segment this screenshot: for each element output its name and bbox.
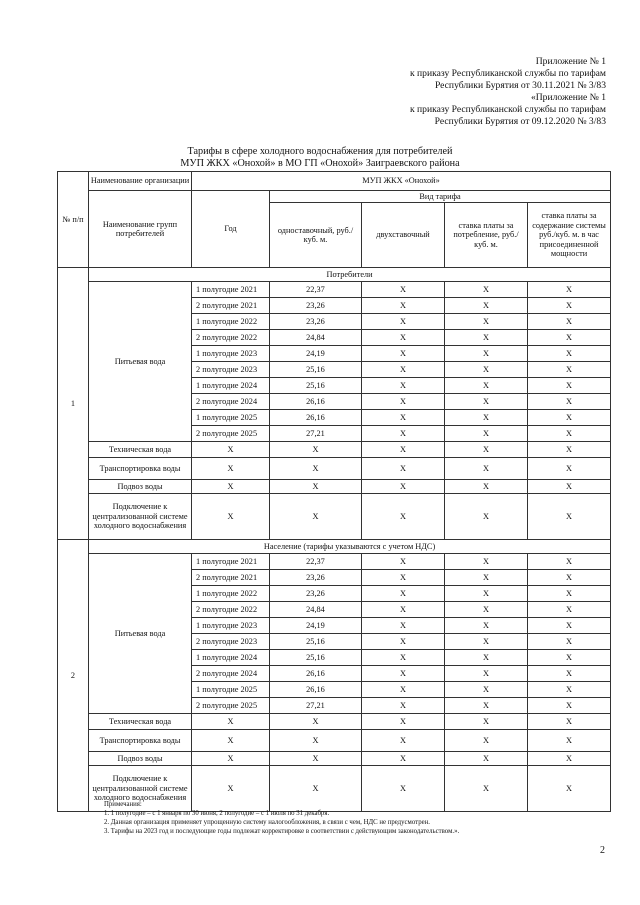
period-cell: 2 полугодие 2023 [192,634,270,650]
maintenance-rate-cell: X [528,298,611,314]
header-org-value: МУП ЖКХ «Онохой» [192,172,611,191]
two-rate-cell: X [362,426,445,442]
period-cell: X [192,494,270,540]
consumption-rate-cell: X [445,666,528,682]
maintenance-rate-cell: X [528,362,611,378]
header-line: Республики Бурятия от 09.12.2020 № 3/83 [434,116,606,127]
two-rate-cell: X [362,394,445,410]
header-year: Год [192,191,270,268]
table-row [58,730,611,752]
group-name: Подключение к централизованной системе холодного водоснабжения [89,494,192,540]
period-cell: 1 полугодие 2023 [192,346,270,362]
table-row [58,494,611,540]
header-maintenance-rate: ставка платы за содержание системы руб./куб. м. в час присоединенной мощности [528,203,611,268]
single-rate-cell: 22,37 [270,554,362,570]
two-rate-cell: X [362,602,445,618]
single-rate-cell: X [270,494,362,540]
consumption-rate-cell: X [445,494,528,540]
document-title [0,146,640,170]
maintenance-rate-cell: X [528,682,611,698]
header-num: № п/п [58,172,89,268]
period-cell: 2 полугодие 2025 [192,698,270,714]
single-rate-cell: 25,16 [270,362,362,378]
two-rate-cell: X [362,570,445,586]
single-rate-cell: 26,16 [270,410,362,426]
consumption-rate-cell: X [445,766,528,812]
consumption-rate-cell: X [445,426,528,442]
maintenance-rate-cell: X [528,458,611,480]
consumption-rate-cell: X [445,618,528,634]
maintenance-rate-cell: X [528,752,611,766]
group-name: Подключение к централизованной системе холодного водоснабжения [89,766,192,812]
header-line: «Приложение № 1 [530,92,606,103]
period-cell: 2 полугодие 2021 [192,298,270,314]
consumption-rate-cell: X [445,682,528,698]
consumption-rate-cell: X [445,410,528,426]
two-rate-cell: X [362,766,445,812]
single-rate-cell: X [270,458,362,480]
header-row [58,191,611,203]
header-tariff-kind: Вид тарифа [270,191,611,203]
section-title-row [58,540,611,554]
two-rate-cell: X [362,362,445,378]
two-rate-cell: X [362,410,445,426]
period-cell: 1 полугодие 2025 [192,410,270,426]
single-rate-cell: 25,16 [270,650,362,666]
two-rate-cell: X [362,666,445,682]
maintenance-rate-cell: X [528,394,611,410]
consumption-rate-cell: X [445,458,528,480]
maintenance-rate-cell: X [528,634,611,650]
maintenance-rate-cell: X [528,330,611,346]
consumption-rate-cell: X [445,634,528,650]
header-org-label: Наименование организации [89,172,192,191]
consumption-rate-cell: X [445,554,528,570]
maintenance-rate-cell: X [528,714,611,730]
maintenance-rate-cell: X [528,570,611,586]
single-rate-cell: X [270,714,362,730]
table-row [58,752,611,766]
consumption-rate-cell: X [445,314,528,330]
two-rate-cell: X [362,378,445,394]
group-name: Транспортировка воды [89,458,192,480]
two-rate-cell: X [362,650,445,666]
section-title: Население (тарифы указываются с учетом НДС) [89,540,611,554]
table-row [58,458,611,480]
header-line: к приказу Республиканской службы по тарифам [409,68,606,79]
note-item: 3. Тарифы на 2023 год и последующие годы подлежат корректировке в соответствии с действующим законодательством.». [104,828,460,835]
maintenance-rate-cell: X [528,650,611,666]
maintenance-rate-cell: X [528,602,611,618]
maintenance-rate-cell: X [528,586,611,602]
single-rate-cell: X [270,442,362,458]
group-name: Техническая вода [89,714,192,730]
consumption-rate-cell: X [445,298,528,314]
single-rate-cell: 25,16 [270,378,362,394]
two-rate-cell: X [362,346,445,362]
single-rate-cell: 25,16 [270,634,362,650]
single-rate-cell: 24,84 [270,330,362,346]
consumption-rate-cell: X [445,282,528,298]
title-line-2: МУП ЖКХ «Онохой» в МО ГП «Онохой» Заиграевского района [180,158,460,169]
table-row [58,282,611,298]
section-title: Потребители [89,268,611,282]
period-cell: 2 полугодие 2021 [192,570,270,586]
two-rate-cell: X [362,480,445,494]
tariff-table [57,171,611,812]
maintenance-rate-cell: X [528,698,611,714]
header-two-rate: двухставочный [362,203,445,268]
two-rate-cell: X [362,442,445,458]
two-rate-cell: X [362,730,445,752]
period-cell: X [192,458,270,480]
period-cell: X [192,730,270,752]
notes [104,800,459,836]
consumption-rate-cell: X [445,752,528,766]
note-item: 2. Данная организация применяет упрощенную систему налогообложения, в связи с чем, НДС не предусмотрен. [104,819,430,826]
two-rate-cell: X [362,314,445,330]
maintenance-rate-cell: X [528,314,611,330]
maintenance-rate-cell: X [528,426,611,442]
table-row [58,554,611,570]
period-cell: X [192,766,270,812]
period-cell: 1 полугодие 2021 [192,554,270,570]
consumption-rate-cell: X [445,698,528,714]
note-item: 1. 1 полугодие – с 1 января по 30 июня, 2 полугодие – с 1 июля по 31 декабря. [104,810,330,817]
maintenance-rate-cell: X [528,410,611,426]
period-cell: 1 полугодие 2024 [192,650,270,666]
period-cell: X [192,480,270,494]
notes-title: Примечания: [104,801,142,808]
single-rate-cell: X [270,752,362,766]
table-row [58,480,611,494]
maintenance-rate-cell: X [528,666,611,682]
section-title-row [58,268,611,282]
period-cell: 2 полугодие 2022 [192,602,270,618]
two-rate-cell: X [362,458,445,480]
single-rate-cell: X [270,766,362,812]
maintenance-rate-cell: X [528,730,611,752]
two-rate-cell: X [362,714,445,730]
header-line: к приказу Республиканской службы по тарифам [409,104,606,115]
maintenance-rate-cell: X [528,618,611,634]
period-cell: 2 полугодие 2022 [192,330,270,346]
single-rate-cell: 23,26 [270,570,362,586]
consumption-rate-cell: X [445,570,528,586]
period-cell: 2 полугодие 2024 [192,394,270,410]
period-cell: 1 полугодие 2022 [192,586,270,602]
period-cell: X [192,714,270,730]
single-rate-cell: 24,19 [270,346,362,362]
group-name: Подвоз воды [89,480,192,494]
two-rate-cell: X [362,330,445,346]
period-cell: 1 полугодие 2021 [192,282,270,298]
group-name: Техническая вода [89,442,192,458]
consumption-rate-cell: X [445,480,528,494]
period-cell: 1 полугодие 2022 [192,314,270,330]
two-rate-cell: X [362,634,445,650]
page-number: 2 [600,845,605,856]
title-line-1: Тарифы в сфере холодного водоснабжения для потребителей [187,146,453,157]
group-name: Питьевая вода [89,554,192,714]
two-rate-cell: X [362,698,445,714]
consumption-rate-cell: X [445,346,528,362]
period-cell: X [192,752,270,766]
period-cell: 2 полугодие 2023 [192,362,270,378]
single-rate-cell: 27,21 [270,426,362,442]
header-consumption-rate: ставка платы за потребление, руб./ куб. м. [445,203,528,268]
maintenance-rate-cell: X [528,766,611,812]
period-cell: 2 полугодие 2024 [192,666,270,682]
consumption-rate-cell: X [445,330,528,346]
period-cell: 1 полугодие 2024 [192,378,270,394]
header-row [58,172,611,191]
consumption-rate-cell: X [445,714,528,730]
single-rate-cell: 27,21 [270,698,362,714]
single-rate-cell: 26,16 [270,394,362,410]
consumption-rate-cell: X [445,378,528,394]
two-rate-cell: X [362,682,445,698]
single-rate-cell: 26,16 [270,666,362,682]
table-row [58,442,611,458]
consumption-rate-cell: X [445,650,528,666]
two-rate-cell: X [362,554,445,570]
two-rate-cell: X [362,586,445,602]
header-line: Приложение № 1 [535,56,606,67]
period-cell: 1 полугодие 2025 [192,682,270,698]
consumption-rate-cell: X [445,442,528,458]
period-cell: 2 полугодие 2025 [192,426,270,442]
single-rate-cell: 23,26 [270,298,362,314]
header-single-rate: одноставочный, руб./ куб. м. [270,203,362,268]
group-name: Подвоз воды [89,752,192,766]
consumption-rate-cell: X [445,586,528,602]
two-rate-cell: X [362,752,445,766]
header-line: Республики Бурятия от 30.11.2021 № 3/83 [434,80,606,91]
consumption-rate-cell: X [445,602,528,618]
consumption-rate-cell: X [445,730,528,752]
order-header [246,56,606,128]
table-row [58,714,611,730]
maintenance-rate-cell: X [528,346,611,362]
maintenance-rate-cell: X [528,282,611,298]
two-rate-cell: X [362,618,445,634]
consumption-rate-cell: X [445,394,528,410]
group-name: Транспортировка воды [89,730,192,752]
period-cell: 1 полугодие 2023 [192,618,270,634]
single-rate-cell: 24,84 [270,602,362,618]
period-cell: X [192,442,270,458]
single-rate-cell: 22,37 [270,282,362,298]
group-name: Питьевая вода [89,282,192,442]
consumption-rate-cell: X [445,362,528,378]
section-number: 1 [58,268,89,540]
maintenance-rate-cell: X [528,480,611,494]
single-rate-cell: 24,19 [270,618,362,634]
section-number: 2 [58,540,89,812]
single-rate-cell: 23,26 [270,314,362,330]
maintenance-rate-cell: X [528,494,611,540]
maintenance-rate-cell: X [528,554,611,570]
single-rate-cell: 23,26 [270,586,362,602]
header-group: Наименование групп потребителей [89,191,192,268]
maintenance-rate-cell: X [528,442,611,458]
two-rate-cell: X [362,298,445,314]
single-rate-cell: X [270,480,362,494]
single-rate-cell: 26,16 [270,682,362,698]
two-rate-cell: X [362,494,445,540]
maintenance-rate-cell: X [528,378,611,394]
two-rate-cell: X [362,282,445,298]
single-rate-cell: X [270,730,362,752]
